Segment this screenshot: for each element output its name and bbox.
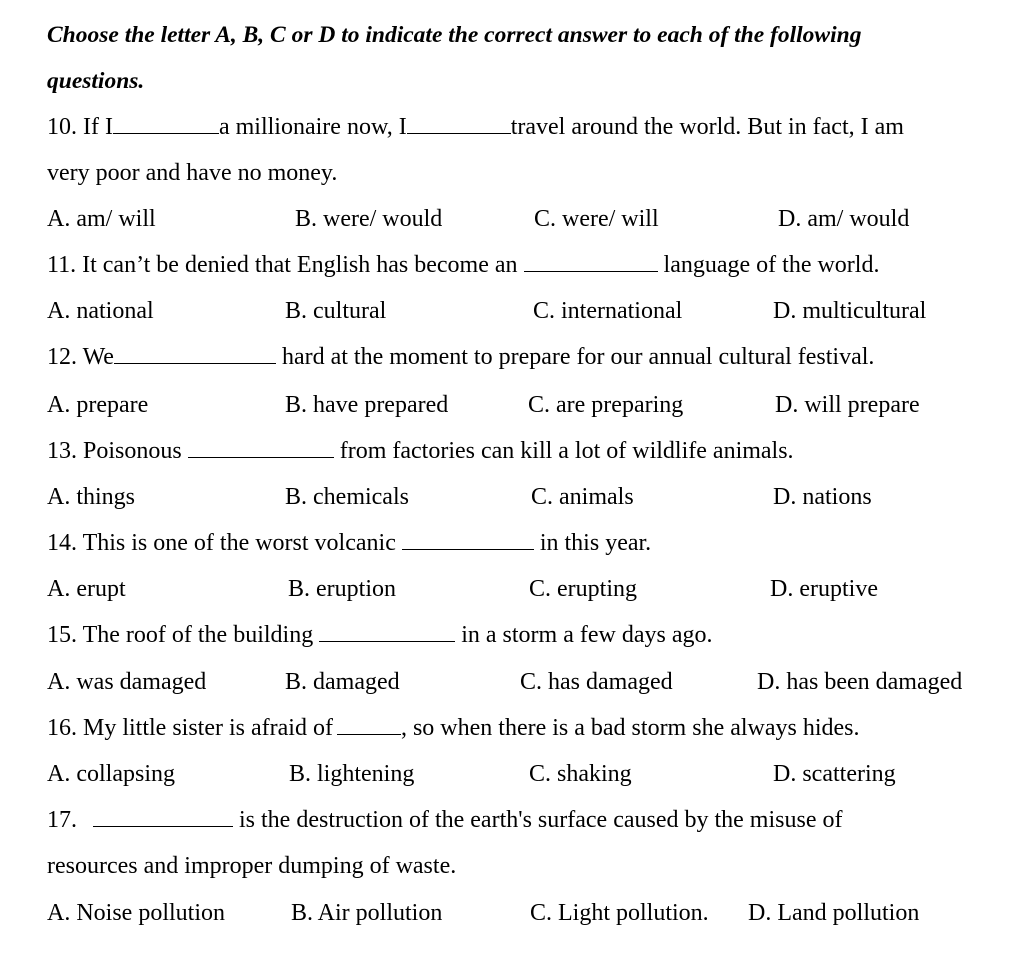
question-17-line-1 — [47, 805, 842, 835]
option-a[interactable]: A. erupt — [47, 576, 126, 602]
question-16 — [47, 713, 860, 743]
answer-blank — [114, 343, 276, 364]
question-stem: My little sister is afraid of — [83, 715, 333, 741]
question-stem: is the destruction of the earth's surface caused by the misuse of — [239, 807, 843, 833]
option-a[interactable]: A. was damaged — [47, 669, 207, 695]
question-11 — [47, 250, 879, 280]
question-stem: travel around the world. But in fact, I am — [510, 114, 904, 140]
question-number: 11. — [47, 252, 77, 278]
option-a[interactable]: A. things — [47, 484, 136, 510]
question-stem: in this year. — [539, 530, 652, 556]
option-c[interactable]: C. has damaged — [520, 669, 673, 695]
answer-blank — [93, 806, 233, 827]
option-c[interactable]: C. were/ will — [534, 206, 659, 232]
answer-blank — [337, 714, 401, 735]
option-d[interactable]: D. has been damaged — [757, 669, 963, 695]
answer-blank — [407, 113, 511, 134]
option-b[interactable]: B. chemicals — [285, 484, 409, 510]
option-d[interactable]: D. nations — [773, 484, 872, 510]
option-c[interactable]: C. shaking — [529, 761, 632, 787]
option-b[interactable]: B. damaged — [285, 669, 400, 695]
question-13 — [47, 436, 794, 466]
option-a[interactable]: A. Noise pollution — [47, 900, 225, 926]
question-number: 16. — [47, 715, 77, 741]
question-stem: If I — [83, 114, 113, 140]
option-c[interactable]: C. erupting — [529, 576, 637, 602]
instruction-line-1: Choose the letter A, B, C or D to indicate the correct answer to each of the following — [47, 22, 862, 48]
question-stem: This is one of the worst volcanic — [82, 530, 396, 556]
question-10-line-1 — [47, 112, 904, 142]
question-15 — [47, 620, 712, 650]
option-a[interactable]: A. collapsing — [47, 761, 175, 787]
option-d[interactable]: D. will prepare — [775, 392, 920, 418]
option-d[interactable]: D. multicultural — [773, 298, 927, 324]
option-c[interactable]: C. animals — [531, 484, 634, 510]
question-stem: Poisonous — [83, 438, 182, 464]
question-stem: from factories can kill a lot of wildlife animals. — [339, 438, 794, 464]
answer-blank — [319, 621, 455, 642]
question-stem: We — [82, 344, 114, 370]
option-b[interactable]: B. eruption — [288, 576, 396, 602]
question-stem: in a storm a few days ago. — [461, 622, 713, 648]
answer-blank — [402, 529, 534, 550]
question-10-line-2: very poor and have no money. — [47, 160, 338, 186]
option-a[interactable]: A. national — [47, 298, 154, 324]
question-17-line-2: resources and improper dumping of waste. — [47, 853, 457, 879]
option-a[interactable]: A. am/ will — [47, 206, 156, 232]
answer-blank — [524, 251, 658, 272]
question-number: 14. — [47, 530, 77, 556]
option-b[interactable]: B. Air pollution — [291, 900, 443, 926]
question-number: 12. — [47, 344, 77, 370]
instruction-line-2: questions. — [47, 68, 145, 94]
option-b[interactable]: B. have prepared — [285, 392, 449, 418]
option-d[interactable]: D. Land pollution — [748, 900, 920, 926]
question-number: 10. — [47, 114, 77, 140]
option-b[interactable]: B. lightening — [289, 761, 415, 787]
option-d[interactable]: D. am/ would — [778, 206, 910, 232]
question-number: 13. — [47, 438, 77, 464]
answer-blank — [113, 113, 219, 134]
option-d[interactable]: D. scattering — [773, 761, 896, 787]
question-number: 15. — [47, 622, 77, 648]
question-12 — [47, 342, 874, 372]
option-c[interactable]: C. international — [533, 298, 683, 324]
question-stem: It can’t be denied that English has become an — [82, 252, 518, 278]
question-14 — [47, 528, 651, 558]
question-stem: , so when there is a bad storm she always hides. — [400, 715, 860, 741]
option-d[interactable]: D. eruptive — [770, 576, 878, 602]
option-c[interactable]: C. are preparing — [528, 392, 684, 418]
question-stem: a millionaire now, I — [218, 114, 407, 140]
option-b[interactable]: B. were/ would — [295, 206, 443, 232]
question-number: 17. — [47, 807, 77, 833]
answer-blank — [188, 437, 334, 458]
question-stem: language of the world. — [663, 252, 880, 278]
option-b[interactable]: B. cultural — [285, 298, 387, 324]
option-c[interactable]: C. Light pollution. — [530, 900, 709, 926]
question-stem: hard at the moment to prepare for our annual cultural festival. — [281, 344, 875, 370]
option-a[interactable]: A. prepare — [47, 392, 149, 418]
question-stem: The roof of the building — [82, 622, 314, 648]
